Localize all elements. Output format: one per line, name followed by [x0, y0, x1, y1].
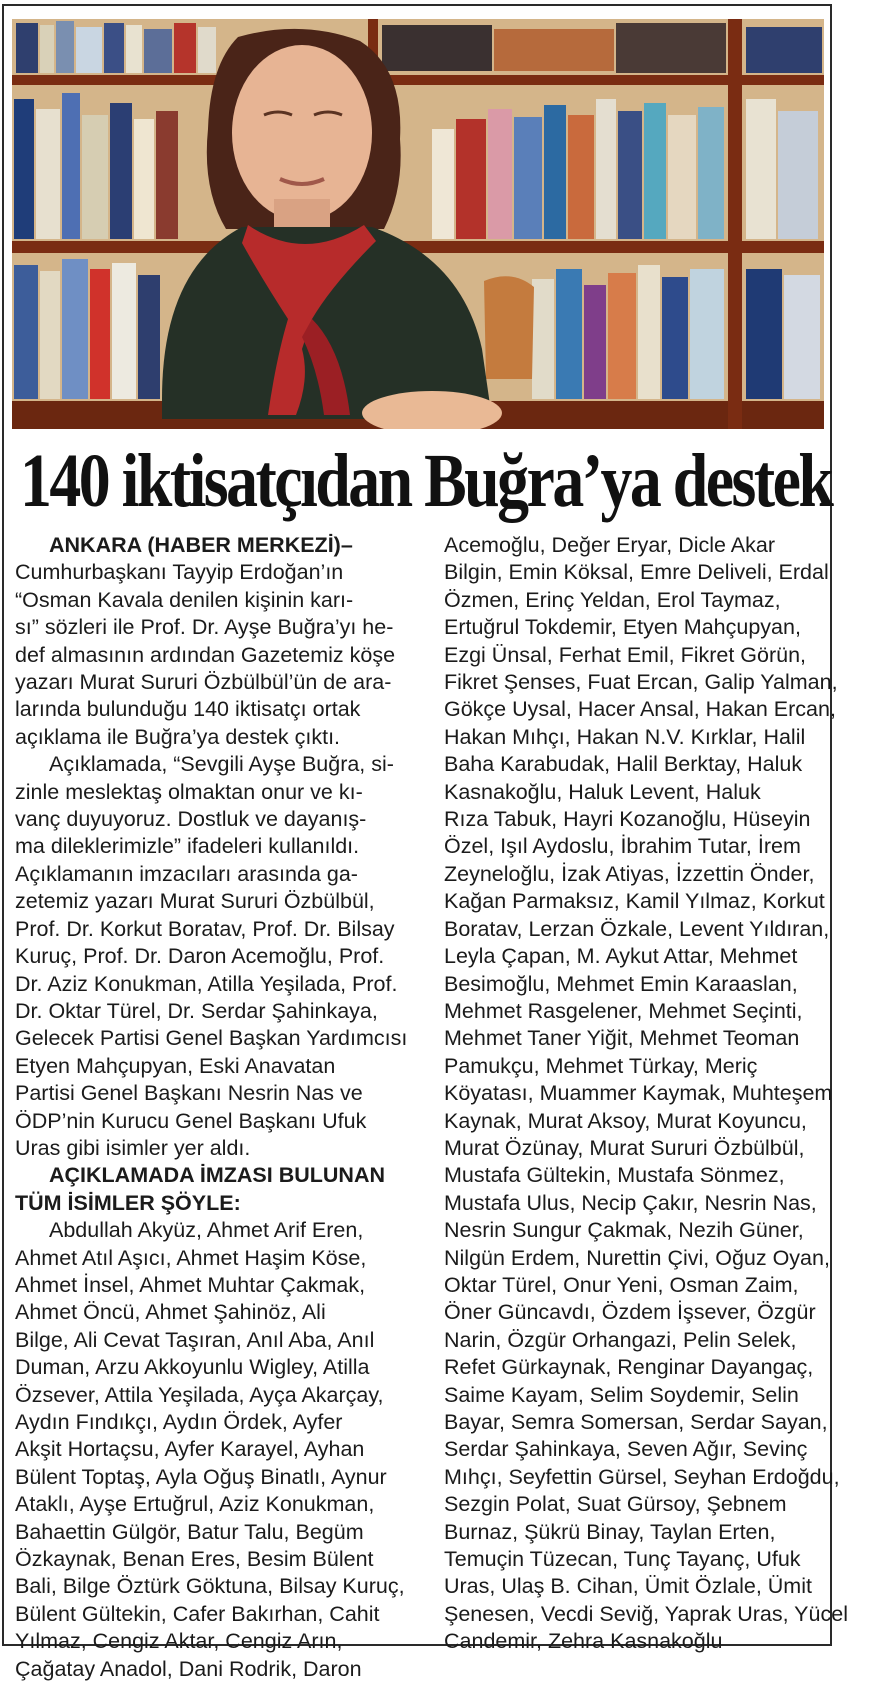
name-line: Aydın Fındıkçı, Aydın Ördek, Ayfer [15, 1410, 343, 1434]
name-line: Özel, Işıl Aydoslu, İbrahim Tutar, İrem [444, 834, 801, 859]
signatories-list-right [444, 532, 848, 1656]
text-line: Etyen Mahçupyan, Eski Anavatan [15, 1053, 336, 1078]
text-line: def almasının ardından Gazetemiz köşe [15, 642, 396, 667]
name-line: Ahmet Atıl Aşıcı, Ahmet Haşim Köse, [15, 1245, 367, 1270]
name-line: Bayar, Semra Somersan, Serdar Sayan, [444, 1410, 828, 1434]
name-line: Murat Özünay, Murat Sururi Özbülbül, [444, 1135, 805, 1160]
name-line: Ataklı, Ayşe Ertuğrul, Aziz Konukman, [15, 1492, 375, 1517]
name-line: Narin, Özgür Orhangazi, Pelin Selek, [444, 1327, 797, 1352]
name-line: Mehmet Rasgelener, Mehmet Seçinti, [444, 998, 803, 1023]
name-line: Rıza Tabuk, Hayri Kozanoğlu, Hüseyin [444, 807, 811, 832]
dateline: ANKARA (HABER MERKEZİ)– [49, 533, 353, 557]
name-line: Kaynak, Murat Aksoy, Murat Koyuncu, [444, 1108, 807, 1133]
name-line: Besimoğlu, Mehmet Emin Karaaslan, [444, 971, 798, 996]
text-line: zinle meslektaş olmaktan onur ve kı- [15, 779, 363, 804]
name-line: Çağatay Anadol, Dani Rodrik, Daron [15, 1656, 362, 1681]
portrait-illustration [12, 19, 824, 429]
name-line: Gökçe Uysal, Hacer Ansal, Hakan Ercan, [444, 697, 836, 722]
text-line: zetemiz yazarı Murat Sururi Özbülbül, [15, 889, 375, 914]
name-line: Mehmet Taner Yiğit, Mehmet Teoman [444, 1026, 800, 1051]
name-line: Ertuğrul Tokdemir, Etyen Mahçupyan, [444, 615, 801, 640]
name-line: Özsever, Attila Yeşilada, Ayça Akarçay, [15, 1382, 384, 1407]
name-line: Acemoğlu, Değer Eryar, Dicle Akar [444, 533, 775, 557]
text-line: Uras gibi isimler yer aldı. [15, 1135, 251, 1160]
name-line: Saime Kayam, Selim Soydemir, Selin [444, 1382, 799, 1407]
name-line: Duman, Arzu Akkoyunlu Wigley, Atilla [15, 1355, 370, 1380]
name-line: Bilge, Ali Cevat Taşıran, Anıl Aba, Anıl [15, 1327, 375, 1352]
name-line: Mıhçı, Seyfettin Gürsel, Seyhan Erdoğdu, [444, 1464, 840, 1489]
name-line: Bahaettin Gülgör, Batur Talu, Begüm [15, 1519, 364, 1544]
text-line: Gelecek Partisi Genel Başkan Yardımcısı [15, 1026, 408, 1051]
name-line: Refet Gürkaynak, Renginar Dayangaç, [444, 1355, 814, 1380]
name-line: Fikret Şenses, Fuat Ercan, Galip Yalman, [444, 670, 838, 695]
name-line: Bilgin, Emin Köksal, Emre Deliveli, Erdal [444, 560, 829, 585]
name-line: Temuçin Tüzecan, Tunç Tayanç, Ufuk [444, 1547, 801, 1572]
section-subhead-continued: TÜM İSİMLER ŞÖYLE: [15, 1190, 241, 1215]
text-line: vanç duyuyoruz. Dostluk ve dayanış- [15, 807, 367, 832]
text-line: Cumhurbaşkanı Tayyip Erdoğan’ın [15, 560, 344, 585]
text-line: Dr. Oktar Türel, Dr. Serdar Şahinkaya, [15, 998, 378, 1023]
name-line: Serdar Şahinkaya, Seven Ağır, Sevinç [444, 1437, 808, 1462]
name-line: Kasnakoğlu, Haluk Levent, Haluk [444, 779, 761, 804]
intro-paragraph [15, 559, 417, 751]
name-line: Bülent Gültekin, Cafer Bakırhan, Cahit [15, 1601, 380, 1626]
name-line: Pamukçu, Mehmet Türkay, Meriç [444, 1053, 758, 1078]
name-line: Baha Karabudak, Halil Berktay, Haluk [444, 752, 803, 777]
text-line: açıklama ile Buğra’ya destek çıktı. [15, 724, 341, 749]
name-line: Akşit Hortaçsu, Ayfer Karayel, Ayhan [15, 1437, 365, 1462]
statement-paragraph [15, 751, 417, 1162]
text-line: ma dileklerimizle” ifadeleri kullanıldı. [15, 834, 360, 859]
text-line: Kuruç, Prof. Dr. Daron Acemoğlu, Prof. [15, 944, 385, 969]
name-line: Özkaynak, Benan Eres, Besim Bülent [15, 1547, 374, 1572]
article-photo [12, 19, 824, 429]
signatories-list-left [15, 1217, 417, 1683]
name-line: Mustafa Ulus, Necip Çakır, Nesrin Nas, [444, 1190, 817, 1215]
section-subhead: AÇIKLAMADA İMZASI BULUNAN [49, 1163, 386, 1188]
right-column [444, 532, 848, 1656]
name-line: Bali, Bilge Öztürk Göktuna, Bilsay Kuruç, [15, 1574, 405, 1599]
name-line: Öner Güncavdı, Özdem İşsever, Özgür [444, 1300, 816, 1325]
text-line: yazarı Murat Sururi Özbülbül’ün de ara- [15, 670, 392, 695]
text-line: Partisi Genel Başkanı Nesrin Nas ve [15, 1081, 363, 1106]
text-line: ÖDP’nin Kurucu Genel Başkanı Ufuk [15, 1108, 367, 1133]
name-line: Bülent Toptaş, Ayla Oğuş Binatlı, Aynur [15, 1464, 387, 1489]
name-line: Abdullah Akyüz, Ahmet Arif Eren, [49, 1218, 364, 1243]
text-line: “Osman Kavala denilen kişinin karı- [15, 587, 354, 612]
name-line: Candemir, Zehra Kasnakoğlu [444, 1629, 723, 1654]
name-line: Nilgün Erdem, Nurettin Çivi, Oğuz Oyan, [444, 1245, 830, 1270]
name-line: Ahmet Öncü, Ahmet Şahinöz, Ali [15, 1300, 326, 1325]
name-line: Boratav, Lerzan Özkale, Levent Yıldıran, [444, 916, 830, 941]
name-line: Kağan Parmaksız, Kamil Yılmaz, Korkut [444, 889, 825, 914]
headline: 140 iktisatçıdan Buğra’ya destek [20, 439, 832, 523]
text-line: Açıklamanın imzacıları arasında ga- [15, 861, 358, 886]
name-line: Ezgi Ünsal, Ferhat Emil, Fikret Görün, [444, 642, 807, 667]
text-line: Açıklamada, “Sevgili Ayşe Buğra, si- [49, 752, 394, 777]
name-line: Köyatası, Muammer Kaymak, Muhteşem [444, 1081, 833, 1106]
text-line: larında bulunduğu 140 iktisatçı ortak [15, 697, 361, 722]
name-line: Zeyneloğlu, İzak Atiyas, İzzettin Önder, [444, 861, 815, 886]
name-line: Hakan Mıhçı, Hakan N.V. Kırklar, Halil [444, 724, 806, 749]
name-line: Sezgin Polat, Suat Gürsoy, Şebnem [444, 1492, 787, 1517]
name-line: Leyla Çapan, M. Aykut Attar, Mehmet [444, 944, 798, 969]
news-clipping [2, 4, 848, 1681]
text-line: Prof. Dr. Korkut Boratav, Prof. Dr. Bilsay [15, 916, 395, 941]
text-line: Dr. Aziz Konukman, Atilla Yeşilada, Prof. [15, 971, 398, 996]
name-line: Yılmaz, Cengiz Aktar, Cengiz Arın, [15, 1629, 343, 1654]
name-line: Mustafa Gültekin, Mustafa Sönmez, [444, 1163, 785, 1188]
text-line: sı” sözleri ile Prof. Dr. Ayşe Buğra’yı he- [15, 615, 394, 640]
name-line: Uras, Ulaş B. Cihan, Ümit Özlale, Ümit [444, 1574, 812, 1599]
name-line: Burnaz, Şükrü Binay, Taylan Erten, [444, 1519, 776, 1544]
name-line: Nesrin Sungur Çakmak, Nezih Güner, [444, 1218, 804, 1243]
name-line: Şenesen, Vecdi Seviğ, Yaprak Uras, Yücel [444, 1601, 848, 1626]
left-column [15, 532, 417, 1683]
name-line: Oktar Türel, Onur Yeni, Osman Zaim, [444, 1272, 799, 1297]
name-line: Ahmet İnsel, Ahmet Muhtar Çakmak, [15, 1272, 366, 1297]
name-line: Özmen, Erinç Yeldan, Erol Taymaz, [444, 587, 781, 612]
